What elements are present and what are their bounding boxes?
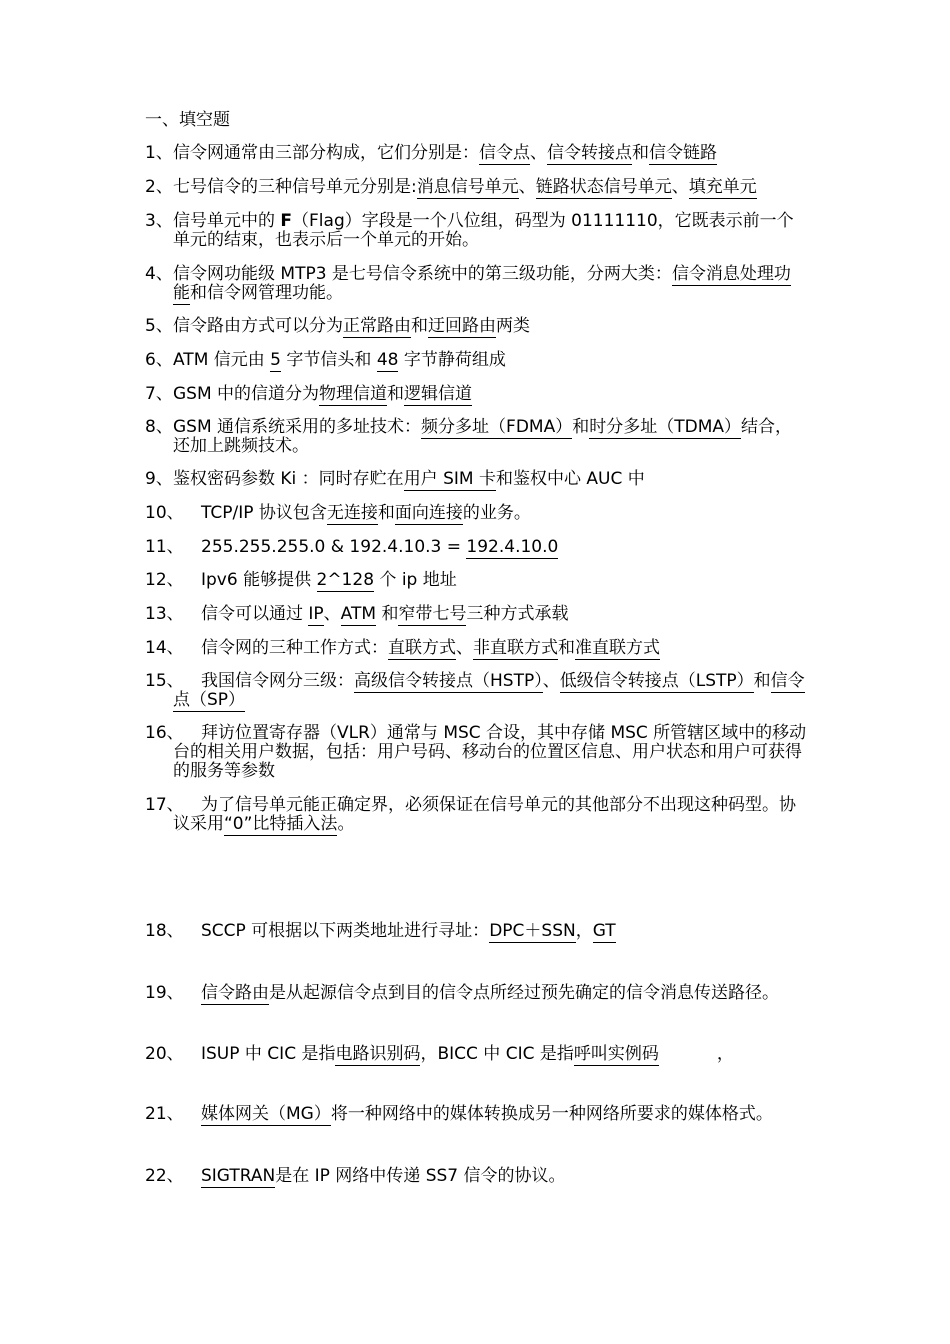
question-text: 七号信令的三种信号单元分别是:消息信号单元、链路状态信号单元、填充单元 <box>173 177 757 197</box>
question-number: 3、 <box>145 211 173 231</box>
question-4 <box>145 265 807 303</box>
answer-blank: 呼叫实例码 <box>573 1044 659 1064</box>
answer-blank: 信令链路 <box>649 143 717 163</box>
answer-blank: 信令转接点 <box>547 143 632 163</box>
question-11 <box>145 538 807 557</box>
question-text: 信令网通常由三部分构成，它们分别是：信令点、信令转接点和信令链路 <box>173 143 717 163</box>
question-9 <box>145 470 807 489</box>
question-text: 我国信令网分三级：高级信令转接点（HSTP）、低级信令转接点（LSTP）和信令点（SP） <box>173 671 805 710</box>
question-number: 19、 <box>145 983 184 1003</box>
answer-blank: “0”比特插入法 <box>224 814 338 834</box>
answer-blank: 窄带七号 <box>398 604 467 624</box>
answer-blank: 用户 SIM 卡 <box>403 469 496 489</box>
answer-blank: 低级信令转接点（LSTP） <box>559 671 754 691</box>
answer-blank: 48 <box>376 350 399 370</box>
answer-blank: IP <box>308 604 324 624</box>
question-number: 5、 <box>145 316 173 336</box>
question-3 <box>145 212 807 250</box>
answer-blank: DPC＋SSN <box>489 921 576 941</box>
answer-blank: 准直联方式 <box>575 638 660 658</box>
question-number: 7、 <box>145 384 173 404</box>
answer-blank: 链路状态信号单元 <box>535 177 672 197</box>
answer-blank: GT <box>592 921 616 941</box>
answer-blank: 逻辑信道 <box>404 384 473 404</box>
answer-blank: 信令点（SP） <box>173 671 805 710</box>
question-number: 1、 <box>145 143 173 163</box>
question-text: 信号单元中的 F（Flag）字段是一个八位组，码型为 01111110，它既表示前一个单元的结束，也表示后一个单元的开始。 <box>173 211 794 250</box>
question-text: 鉴权密码参数 Ki ：同时存贮在用户 SIM 卡和鉴权中心 AUC 中 <box>173 469 645 489</box>
question-text: Ipv6 能够提供 2^128 个 ip 地址 <box>201 570 457 590</box>
question-number: 14、 <box>145 638 184 658</box>
answer-blank: 正常路由 <box>343 316 411 336</box>
answer-blank: 物理信道 <box>319 384 388 404</box>
question-text: ATM 信元由 5 字节信头和 48 字节静荷组成 <box>173 350 506 370</box>
question-number: 6、 <box>145 350 173 370</box>
answer-blank: 非直联方式 <box>473 638 558 658</box>
question-number: 21、 <box>145 1104 184 1124</box>
question-5 <box>145 317 807 336</box>
answer-blank: 信令点 <box>479 143 530 163</box>
answer-blank: 频分多址（FDMA） <box>421 417 573 437</box>
question-number: 17、 <box>145 795 184 815</box>
answer-blank: 直联方式 <box>388 638 456 658</box>
question-number: 20、 <box>145 1044 184 1064</box>
question-14 <box>145 639 807 658</box>
answer-blank: 媒体网关（MG） <box>201 1104 331 1124</box>
answer-blank: 2^128 <box>316 570 375 590</box>
question-text: 信令可以通过 IP、ATM 和窄带七号三种方式承载 <box>201 604 569 624</box>
question-number: 22、 <box>145 1166 184 1186</box>
question-19 <box>145 984 807 1003</box>
question-text: 信令网的三种工作方式：直联方式、非直联方式和准直联方式 <box>201 638 660 658</box>
question-2 <box>145 178 807 197</box>
question-text: 媒体网关（MG）将一种网络中的媒体转换成另一种网络所要求的媒体格式。 <box>201 1104 773 1124</box>
answer-blank: 192.4.10.0 <box>466 537 559 557</box>
question-16 <box>145 724 807 781</box>
question-1 <box>145 144 807 163</box>
question-number: 9、 <box>145 469 173 489</box>
answer-blank: 信令消息处理功能 <box>173 264 791 303</box>
question-text: GSM 通信系统采用的多址技术：频分多址（FDMA）和时分多址（TDMA）结合，还加上跳频技术。 <box>173 417 792 456</box>
question-22 <box>145 1167 807 1186</box>
answer-blank: 时分多址（TDMA） <box>589 417 741 437</box>
question-20 <box>145 1045 807 1064</box>
answer-blank: 填充单元 <box>688 177 757 197</box>
question-8 <box>145 418 807 456</box>
question-number: 18、 <box>145 921 184 941</box>
question-7 <box>145 385 807 404</box>
question-6 <box>145 351 807 370</box>
question-text: 拜访位置寄存器（VLR）通常与 MSC 合设，其中存储 MSC 所管辖区域中的移动台的相关用户数据，包括：用户号码、移动台的位置区信息、用户状态和用户可获得的服务等参数 <box>173 723 807 781</box>
question-text: 为了信号单元能正确定界，必须保证在信号单元的其他部分不出现这种码型。协议采用“0”比特插入法。 <box>173 795 796 834</box>
question-number: 8、 <box>145 417 173 437</box>
question-number: 4、 <box>145 264 173 284</box>
question-text: 信令网功能级 MTP3 是七号信令系统中的第三级功能，分两大类：信令消息处理功能和信令网管理功能。 <box>173 264 791 303</box>
section-title: 一、填空题 <box>145 110 230 130</box>
question-number: 15、 <box>145 671 184 691</box>
answer-blank: 高级信令转接点（HSTP） <box>354 671 543 691</box>
question-text: 信令路由是从起源信令点到目的信令点所经过预先确定的信令消息传送路径。 <box>201 983 779 1003</box>
question-number: 12、 <box>145 570 184 590</box>
answer-blank: 无连接 <box>326 503 378 523</box>
question-number: 2、 <box>145 177 173 197</box>
question-number: 16、 <box>145 723 184 743</box>
question-13 <box>145 605 807 624</box>
question-number: 11、 <box>145 537 184 557</box>
answer-blank: 消息信号单元 <box>416 177 519 197</box>
answer-blank: SIGTRAN <box>201 1166 276 1186</box>
question-text: 255.255.255.0 & 192.4.10.3 = 192.4.10.0 <box>201 537 559 557</box>
question-text: SCCP 可根据以下两类地址进行寻址：DPC＋SSN，GT <box>201 921 616 941</box>
answer-blank: 迂回路由 <box>428 316 496 336</box>
answer-blank: 面向连接 <box>394 503 463 523</box>
answer-blank: ATM <box>340 604 377 624</box>
question-10 <box>145 504 807 523</box>
question-number: 10、 <box>145 503 184 523</box>
answer-blank: 5 <box>270 350 281 370</box>
answer-blank: 电路识别码 <box>335 1044 421 1064</box>
question-text: SIGTRAN是在 IP 网络中传递 SS7 信令的协议。 <box>201 1166 566 1186</box>
question-number: 13、 <box>145 604 184 624</box>
question-21 <box>145 1105 807 1124</box>
question-text: GSM 中的信道分为物理信道和逻辑信道 <box>173 384 473 404</box>
question-text: ISUP 中 CIC 是指电路识别码，BICC 中 CIC 是指呼叫实例码 ， <box>201 1044 734 1064</box>
question-15 <box>145 672 807 710</box>
question-text: 信令路由方式可以分为正常路由和迂回路由两类 <box>173 316 530 336</box>
answer-blank: 信令路由 <box>201 983 269 1003</box>
question-text: TCP/IP 协议包含无连接和面向连接的业务。 <box>201 503 531 523</box>
question-12 <box>145 571 807 590</box>
question-17 <box>145 796 807 834</box>
question-18 <box>145 922 807 941</box>
